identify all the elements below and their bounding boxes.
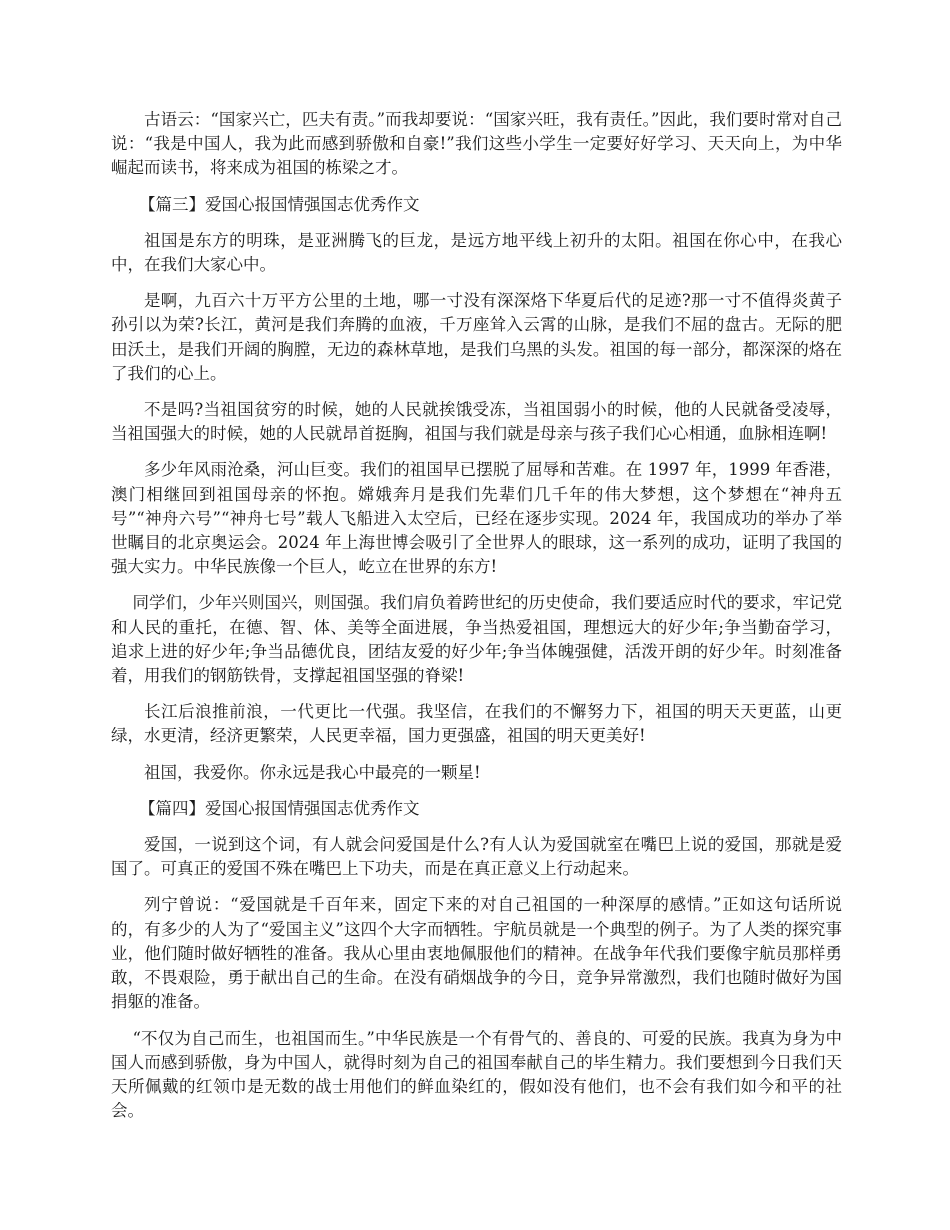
paragraph: 不是吗?当祖国贫穷的时候，她的人民就挨饿受冻，当祖国弱小的时候，他的人民就备受凌辱，当祖国强大的时候，她的人民就昂首挺胸，祖国与我们就是母亲与孩子我们心心相通，血脉相连啊!: [111, 400, 842, 444]
paragraph: “不仅为自己而生，也祖国而生。”中华民族是一个有骨气的、善良的、可爱的民族。我真为身为中国人而感到骄傲，身为中国人，就得时刻为自己的祖国奉献自己的毕生精力。我们要想到今日我们天天所佩戴的红领巾是无数的战士用他们的鲜血染红的，假如没有他们，也不会有我们如今和平的社会。: [111, 1028, 842, 1121]
paragraph: 长江后浪推前浪，一代更比一代强。我坚信，在我们的不懈努力下，祖国的明天天更蓝，山更绿，水更清，经济更繁荣，人民更幸福，国力更强盛，祖国的明天更美好!: [111, 702, 842, 746]
paragraph: 列宁曾说：“爱国就是千百年来，固定下来的对自己祖国的一种深厚的感情。”正如这句话所说的，有多少的人为了“爱国主义”这四个大字而牺牲。宇航员就是一个典型的例子。为了人类的探究事业，他们随时做好牺牲的准备。我从心里由衷地佩服他们的精神。在战争年代我们要像宇航员那样勇敢，不畏艰险，勇于献出自己的生命。在没有硝烟战争的今日，竞争异常激烈，我们也随时做好为国捐躯的准备。: [111, 895, 842, 1012]
paragraph: 多少年风雨沧桑，河山巨变。我们的祖国早已摆脱了屈辱和苦难。在 1997 年，1999 年香港，澳门相继回到祖国母亲的怀抱。嫦娥奔月是我们先辈们几千年的伟大梦想，这个梦想在“神舟五号”“神舟六号”“神舟七号”载人飞船进入太空后，已经在逐步实现。2024 年，我国成功的举办了举世瞩目的北京奥运会。2024 年上海世博会吸引了全世界人的眼球，这一系列的成功，证明了我国的强大实力。中华民族像一个巨人，屹立在世界的东方!: [111, 460, 842, 577]
paragraph: 爱国，一说到这个词，有人就会问爱国是什么?有人认为爱国就室在嘴巴上说的爱国，那就是爱国了。可真正的爱国不殊在嘴巴上下功夫，而是在真正意义上行动起来。: [111, 835, 842, 879]
paragraph: 同学们，少年兴则国兴，则国强。我们肩负着跨世纪的历史使命，我们要适应时代的要求，牢记党和人民的重托，在德、智、体、美等全面进展，争当热爱祖国，理想远大的好少年;争当勤奋学习，追求上进的好少年;争当品德优良，团结友爱的好少年;争当体魄强健，活泼开朗的好少年。时刻准备着，用我们的钢筋铁骨，支撑起祖国坚强的脊梁!: [111, 593, 842, 686]
paragraph: 古语云：“国家兴亡，匹夫有责。”而我却要说：“国家兴旺，我有责任。”因此，我们要时常对自己说：“我是中国人，我为此而感到骄傲和自豪!”我们这些小学生一定要好好学习、天天向上，为中华崛起而读书，将来成为祖国的栋梁之才。: [111, 110, 842, 178]
section-heading: 【篇四】爱国心报国情强国志优秀作文: [139, 798, 420, 818]
paragraph: 祖国，我爱你。你永远是我心中最亮的一颗星!: [144, 762, 481, 782]
section-heading: 【篇三】爱国心报国情强国志优秀作文: [139, 194, 420, 214]
paragraph: 祖国是东方的明珠，是亚洲腾飞的巨龙，是远方地平线上初升的太阳。祖国在你心中，在我心中，在我们大家心中。: [111, 230, 842, 275]
paragraph: 是啊，九百六十万平方公里的土地，哪一寸没有深深烙下华夏后代的足迹?那一寸不值得炎黄子孙引以为荣?长江，黄河是我们奔腾的血液，千万座耸入云霄的山脉，是我们不屈的盘古。无际的肥田沃土，是我们开阔的胸膛，无边的森林草地，是我们乌黑的头发。祖国的每一部分，都深深的烙在了我们的心上。: [111, 291, 842, 383]
